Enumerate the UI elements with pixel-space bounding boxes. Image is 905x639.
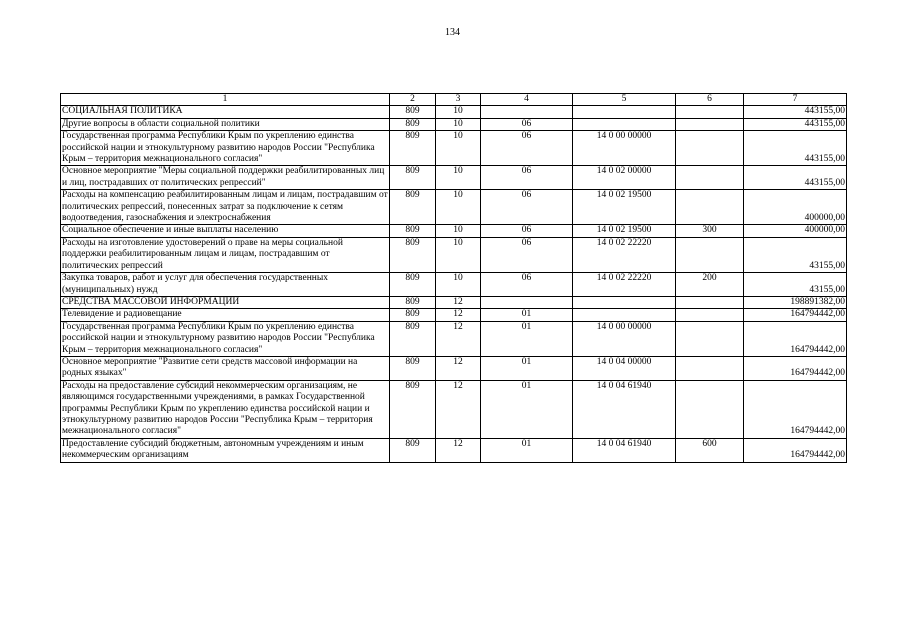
amount-cell: 400000,00 <box>744 190 847 225</box>
subsection-cell <box>481 296 573 308</box>
table-row <box>61 380 847 438</box>
section-cell: 12 <box>436 309 481 321</box>
table-row <box>61 106 847 118</box>
amount-cell: 443155,00 <box>744 106 847 118</box>
row-name-cell: Расходы на компенсацию реабилитированным лицам и лицам, пострадавшим от политических репрессий, понесенных затрат за подключение к сетям водоотведения, газоснабжения и электроснабжения <box>62 190 388 224</box>
section-cell: 10 <box>436 190 481 225</box>
section-cell: 10 <box>436 225 481 237</box>
target-article-cell: 14 0 02 22220 <box>573 237 676 272</box>
table-row <box>61 131 847 166</box>
section-cell: 10 <box>436 166 481 190</box>
row-name-cell: Основное мероприятие "Развитие сети средств массовой информации на родных языках" <box>61 356 390 380</box>
column-header: 1 <box>61 94 390 106</box>
amount-cell: 443155,00 <box>744 166 847 190</box>
section-cell: 10 <box>436 131 481 166</box>
code-cell: 809 <box>390 237 436 272</box>
amount-cell: 400000,00 <box>744 225 847 237</box>
page-number: 134 <box>445 27 460 38</box>
row-name-cell: Предоставление субсидий бюджетным, автономным учреждениям и иным некоммерческим организациям <box>61 438 390 462</box>
row-name-cell: Расходы на изготовление удостоверений о праве на меры социальной поддержки реабилитированным лицам и лицам, пострадавшим от политических репрессий <box>61 237 390 272</box>
subsection-cell: 06 <box>481 225 573 237</box>
code-cell: 809 <box>390 166 436 190</box>
section-cell: 10 <box>436 118 481 130</box>
target-article-cell: 14 0 04 61940 <box>573 438 676 462</box>
target-article-cell <box>573 106 676 118</box>
section-cell: 10 <box>436 106 481 118</box>
amount-cell: 43155,00 <box>744 273 847 297</box>
code-cell: 809 <box>390 273 436 297</box>
row-name-cell: Государственная программа Республики Крым по укреплению единства российской нации и этнокультурному развитию народов России "Республика Крым – территория межнационального согласия" <box>61 131 390 166</box>
subsection-cell: 01 <box>481 380 573 438</box>
table-row <box>61 225 847 237</box>
subsection-cell <box>481 106 573 118</box>
row-name-cell: Телевидение и радиовещание <box>61 309 390 321</box>
row-name-cell: СРЕДСТВА МАССОВОЙ ИНФОРМАЦИИ <box>61 296 390 308</box>
table-row <box>61 237 847 272</box>
table-row <box>61 166 847 190</box>
row-name-cell: Расходы на предоставление субсидий некоммерческим организациям, не являющимся государственными учреждениями, в рамках Государственной программы Республики Крым по укреплению единства российской нации и этнокультурному развитию народов России "Республика Крым – территория межнационального согласия" <box>61 380 390 438</box>
row-name-cell: Государственная программа Республики Крым по укреплению единства российской нации и этнокультурному развитию народов России "Республика Крым – территория межнационального согласия" <box>61 321 390 356</box>
column-header: 7 <box>744 94 847 106</box>
target-article-cell: 14 0 04 00000 <box>573 356 676 380</box>
table-row <box>61 356 847 380</box>
amount-cell: 43155,00 <box>744 237 847 272</box>
subsection-cell: 06 <box>481 190 573 225</box>
target-article-cell <box>573 296 676 308</box>
row-name-cell: Закупка товаров, работ и услуг для обеспечения государственных (муниципальных) нужд <box>61 273 390 297</box>
target-article-cell: 14 0 02 19500 <box>573 190 676 225</box>
expense-type-cell <box>676 237 744 272</box>
amount-cell: 198891382,00 <box>744 296 847 308</box>
expense-type-cell: 200 <box>676 273 744 297</box>
code-cell: 809 <box>390 356 436 380</box>
table-row <box>61 118 847 130</box>
target-article-cell: 14 0 04 61940 <box>573 380 676 438</box>
code-cell: 809 <box>390 321 436 356</box>
row-name-cell: Другие вопросы в области социальной политики <box>61 118 390 130</box>
expense-type-cell <box>676 106 744 118</box>
amount-cell: 443155,00 <box>744 131 847 166</box>
column-header: 4 <box>481 94 573 106</box>
code-cell: 809 <box>390 118 436 130</box>
expense-type-cell <box>676 321 744 356</box>
subsection-cell: 06 <box>481 273 573 297</box>
section-cell: 10 <box>436 273 481 297</box>
row-name-cell: Социальное обеспечение и иные выплаты населению <box>61 225 390 237</box>
column-header: 5 <box>573 94 676 106</box>
expense-type-cell <box>676 356 744 380</box>
expense-type-cell <box>676 131 744 166</box>
amount-cell: 164794442,00 <box>744 356 847 380</box>
table-row <box>61 190 847 225</box>
section-cell: 10 <box>436 237 481 272</box>
expense-type-cell <box>676 166 744 190</box>
table-row <box>61 438 847 462</box>
expense-type-cell <box>676 296 744 308</box>
amount-cell: 164794442,00 <box>744 380 847 438</box>
section-cell: 12 <box>436 356 481 380</box>
table-row <box>61 321 847 356</box>
target-article-cell: 14 0 02 00000 <box>573 166 676 190</box>
row-name-cell: Основное мероприятие "Меры социальной поддержки реабилитированных лиц и лиц, пострадавших от политических репрессий" <box>61 166 390 190</box>
subsection-cell: 01 <box>481 356 573 380</box>
expense-type-cell <box>676 380 744 438</box>
amount-cell: 164794442,00 <box>744 309 847 321</box>
table-row <box>61 296 847 308</box>
code-cell: 809 <box>390 131 436 166</box>
code-cell: 809 <box>390 438 436 462</box>
code-cell: 809 <box>390 190 436 225</box>
target-article-cell: 14 0 00 00000 <box>573 321 676 356</box>
subsection-cell: 06 <box>481 166 573 190</box>
subsection-cell: 01 <box>481 321 573 356</box>
amount-cell: 164794442,00 <box>744 321 847 356</box>
target-article-cell <box>573 309 676 321</box>
amount-cell: 164794442,00 <box>744 438 847 462</box>
budget-table <box>60 93 847 463</box>
column-header: 2 <box>390 94 436 106</box>
column-header: 6 <box>676 94 744 106</box>
code-cell: 809 <box>390 380 436 438</box>
target-article-cell: 14 0 02 19500 <box>573 225 676 237</box>
code-cell: 809 <box>390 296 436 308</box>
subsection-cell: 01 <box>481 438 573 462</box>
section-cell: 12 <box>436 296 481 308</box>
column-header: 3 <box>436 94 481 106</box>
target-article-cell: 14 0 02 22220 <box>573 273 676 297</box>
expense-type-cell <box>676 190 744 225</box>
expense-type-cell: 300 <box>676 225 744 237</box>
amount-cell: 443155,00 <box>744 118 847 130</box>
expense-type-cell <box>676 118 744 130</box>
target-article-cell: 14 0 00 00000 <box>573 131 676 166</box>
subsection-cell: 06 <box>481 237 573 272</box>
section-cell: 12 <box>436 380 481 438</box>
code-cell: 809 <box>390 106 436 118</box>
code-cell: 809 <box>390 225 436 237</box>
section-cell: 12 <box>436 438 481 462</box>
expense-type-cell: 600 <box>676 438 744 462</box>
subsection-cell: 01 <box>481 309 573 321</box>
subsection-cell: 06 <box>481 118 573 130</box>
code-cell: 809 <box>390 309 436 321</box>
row-name-cell: СОЦИАЛЬНАЯ ПОЛИТИКА <box>61 106 390 118</box>
subsection-cell: 06 <box>481 131 573 166</box>
table-header-row <box>61 94 847 106</box>
section-cell: 12 <box>436 321 481 356</box>
table-row <box>61 273 847 297</box>
table-row <box>61 309 847 321</box>
target-article-cell <box>573 118 676 130</box>
expense-type-cell <box>676 309 744 321</box>
